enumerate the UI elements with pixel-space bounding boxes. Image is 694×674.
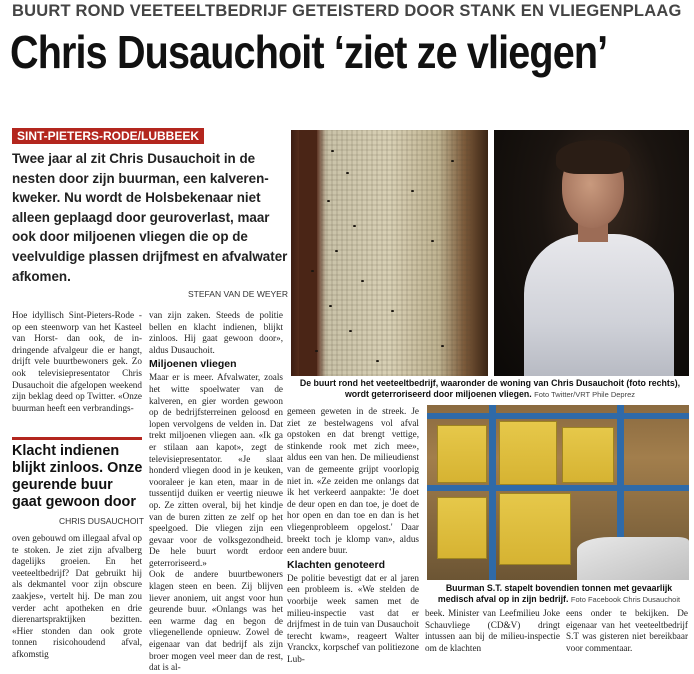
photo-caption-1-text: De buurt rond het veeteeltbedrijf, waaronder de woning van Chris Dusauchoit (foto rechts), wordt geterroriseerd door miljoenen vliegen.: [299, 378, 681, 399]
waste-bin: [437, 497, 487, 559]
photo-fly-screen: [291, 130, 488, 376]
sidebar-byline: CHRIS DUSAUCHOIT: [58, 516, 144, 526]
photo-credit-1: Foto Twitter/VRT Phile Deprez: [534, 390, 636, 399]
portrait-shirt: [524, 234, 674, 376]
body-column-2-intro: van zijn zaken. Steeds de politie bellen en klacht indienen, blijkt zinloos. Hij gaat gewoon door», aldus Dusauchoit.: [149, 310, 283, 355]
body-column-3-end: De politie bevestigt dat er al jaren een probleem is. «We stelden de voorbije week samen met de milieu-inspectie vast dat er drijfmest in de tuin van Dusauchoit terecht kwam», reageert Walter Vranckx, korpschef van politiezone Lub-: [287, 572, 419, 664]
rack-post: [489, 405, 496, 580]
window-frame: [299, 130, 317, 376]
sidebar-text: oven gebouwd om illegaal afval op te stoken. Je ziet zijn afvalberg dagelijks groeien. En het veeteeltbedrijf? Dat gebruikt hij als dekmantel voor zijn obscure zaakjes», vertelt hij. De man zou verder acht apotheken en drie dierenartspraktijken bezitten. «Hier stonden dan ook grote tonnen risicohoudend afval, afkomstig: [12, 533, 142, 659]
body-column-2: [149, 310, 283, 674]
body-column-4: beek. Minister van Leefmilieu Joke Schauvliege (CD&V) dringt intussen aan bij de milieu-inspectie om de klachten: [425, 608, 560, 653]
body-column-1: Hoe idyllisch Sint-Pieters-Rode -op een steenworp van het Kasteel van Horst- dan ook, de indringende afvalgeur die er hangt, drijft vele buurtbewoners gek. Zo ook televisiepresentator Chris Dusauchoit die afgelopen weekend zijn beklag deed op Twitter. «Onze buurman heeft een verbrandings-: [12, 310, 142, 413]
headline: Chris Dusauchoit ‘ziet ze vliegen’: [10, 26, 608, 78]
waste-bin: [499, 421, 557, 485]
body-column-2-end: Ook de andere buurtbewoners klagen steen en been. Zij blijven liever anoniem, uit angst voor hun geurende buur. «Onlangs was het een warme dag en begon de vliegenellende opnieuw. Zowel de eigenaar van dat bedrijf als zijn broer mogen veel meer dan de rest, dat is al-: [149, 569, 283, 673]
body-column-5: eens onder te bekijken. De eigenaar van het veeteeltbedrijf S.T was gisteren niet bereikbaar voor commentaar.: [566, 608, 688, 653]
waste-bin: [437, 425, 487, 483]
sidebar-headline: Klacht indienen blijkt zinloos. Onze geurende buur gaat gewoon door: [12, 443, 143, 510]
sidebar-rule: [12, 437, 142, 440]
photo-portrait: [494, 130, 689, 376]
subhead-klachten-genoteerd: Klachten genoteerd: [287, 558, 386, 571]
waste-bag: [577, 537, 689, 580]
rack-beam: [427, 485, 689, 491]
byline: STEFAN VAN DE WEYER: [188, 289, 288, 299]
rack-beam: [427, 413, 689, 419]
photo-waste-bins: [427, 405, 689, 580]
kicker: BUURT ROND VEETEELTBEDRIJF GETEISTERD DOOR STANK EN VLIEGENPLAAG: [12, 2, 682, 20]
body-column-2-main: Maar er is meer. Afvalwater, zoals het witte spoelwater van de kalveren, en gier worden gewoon op de bedrijfsterreinen geloosd en lopen vervolgens de velden in. Dat trekt miljoenen vliegen aan. «Ik ga er stilaan aan kapot», zegt de televisiepresentator. «Je slaat honderd vliegen dood in je keuken, vooraleer je kan eten, maar in de tussentijd duiken er veertig nieuwe op. Ze zitten overal, bij het kindje van de buren zitten ze zelf op het speelgoed. Die vliegen zijn een gevaar voor de volksgezondheid. De hele buurt wordt erdoor geterroriseerd.»: [149, 372, 283, 568]
photo-credit-2: Foto Facebook Chris Dusauchoit: [570, 595, 681, 604]
photo-caption-2-text: Buurman S.T. stapelt bovendien tonnen met gevaarlijk medisch afval op in zijn bedrijf.: [437, 583, 673, 604]
portrait-hair: [556, 140, 630, 174]
subhead-miljoenen-vliegen: Miljoenen vliegen: [149, 358, 237, 371]
photo-caption-2: [430, 583, 688, 605]
body-column-3-main: gemeen geweten in de streek. Je ziet ze bestelwagens vol afval opstoken en dat brengt vettige, stinkende rook met zich mee», aldus een van hen. De milieudienst van de gemeente grijpt voorlopig niet in. «Ze zeiden me onlangs dat ik het verkeerd aanpakte: 'Je doet de deur open en dan toe, je doet de hor open en dan toe en dan is het vliegenprobleem opgelost.' Daar breekt toch je klomp van», aldus een andere buur.: [287, 406, 419, 556]
waste-bin: [499, 493, 571, 565]
lead-paragraph: Twee jaar al zit Chris Dusauchoit in de nesten door zijn buurman, een kalverenkweker. Nu wordt de Holsbekenaar niet alleen geplaagd door geuroverlast, maar ook door miljoenen vliegen die op de veelvuldige plassen drijfmest en afvalwater afkomen.: [12, 151, 288, 284]
fly-screen-mesh: [321, 130, 471, 376]
location-tag: SINT-PIETERS-RODE/LUBBEEK: [12, 128, 204, 144]
body-column-3: [287, 406, 419, 665]
photo-caption-1: [293, 378, 687, 400]
waste-bin: [562, 427, 614, 483]
